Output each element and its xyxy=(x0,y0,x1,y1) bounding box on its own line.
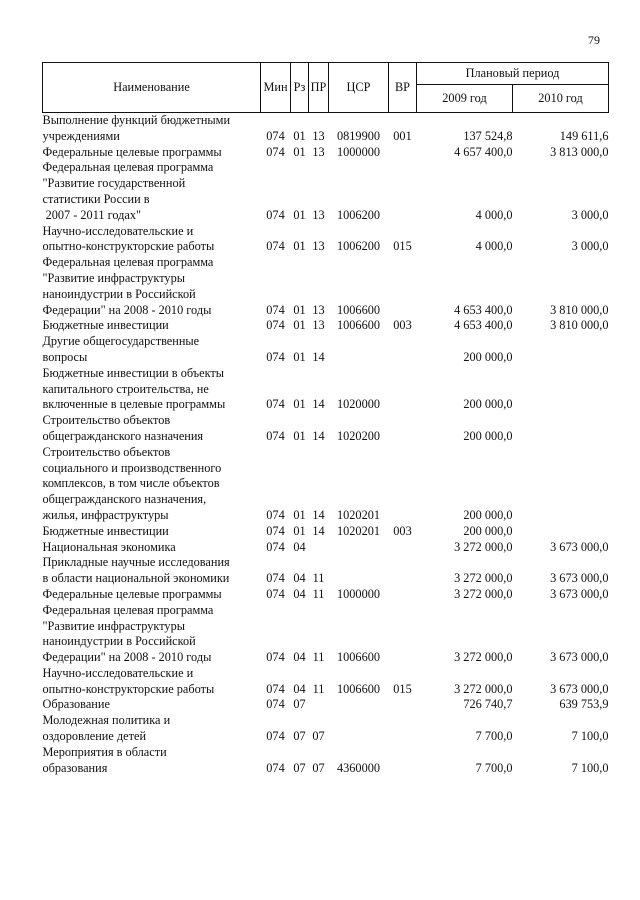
row-pr: 14 xyxy=(312,349,325,364)
row-min: 074 xyxy=(266,760,285,775)
row-vr xyxy=(389,366,417,413)
row-vr xyxy=(389,255,417,318)
table-row xyxy=(43,224,609,256)
row-name-line: Выполнение функций бюджетными xyxy=(42,113,231,127)
table-row xyxy=(43,666,609,698)
row-name-line: капитального строительства, не xyxy=(42,381,209,396)
budget-table xyxy=(42,62,609,776)
row-name xyxy=(43,445,261,524)
row-vr: 015 xyxy=(393,239,412,254)
row-value-2009: 7 700,0 xyxy=(475,729,513,744)
row-name-line: Федеральные целевые программы xyxy=(42,144,222,159)
row-value-2010 xyxy=(513,334,609,366)
row-value-2009: 3 272 000,0 xyxy=(454,681,513,696)
row-min: 074 xyxy=(266,239,285,254)
row-vr xyxy=(389,555,417,587)
row-name-line: Федеральные целевые программы xyxy=(42,586,222,601)
row-pr: 07 xyxy=(312,729,325,744)
row-pr: 11 xyxy=(312,681,325,696)
row-name-line: Бюджетные инвестиции в объекты xyxy=(42,365,225,380)
row-min: 074 xyxy=(266,507,285,522)
row-value-2010: 3 673 000,0 xyxy=(550,539,609,554)
row-csr: 1006600 xyxy=(336,681,381,696)
row-pr xyxy=(309,540,329,556)
row-value-2010 xyxy=(513,413,609,445)
table-row xyxy=(43,145,609,161)
header-pr: ПР xyxy=(309,63,329,113)
row-name xyxy=(43,366,261,413)
row-value-2009: 726 740,7 xyxy=(463,697,513,712)
row-name xyxy=(43,524,261,540)
row-name xyxy=(43,413,261,445)
row-name-line: Прикладные научные исследования xyxy=(42,555,230,570)
row-min: 074 xyxy=(266,650,285,665)
row-pr: 13 xyxy=(312,239,325,254)
row-csr: 1000000 xyxy=(336,144,381,159)
row-name-line: опытно-конструкторские работы xyxy=(42,239,215,254)
table-row xyxy=(43,697,609,713)
row-pr xyxy=(309,697,329,713)
table-body xyxy=(43,113,609,777)
row-rz: 01 xyxy=(293,523,306,538)
row-rz: 01 xyxy=(293,302,306,317)
row-rz: 01 xyxy=(293,239,306,254)
row-csr: 0819900 xyxy=(336,128,381,143)
row-value-2010: 3 810 000,0 xyxy=(550,318,609,333)
table-row xyxy=(43,160,609,223)
row-name-line: Бюджетные инвестиции xyxy=(42,523,169,538)
row-name-line: образования xyxy=(42,760,108,775)
row-min: 074 xyxy=(266,681,285,696)
row-csr: 4360000 xyxy=(336,760,381,775)
row-csr xyxy=(329,334,389,366)
row-pr: 13 xyxy=(312,302,325,317)
row-name xyxy=(43,666,261,698)
row-vr xyxy=(389,745,417,777)
row-value-2010: 3 810 000,0 xyxy=(550,302,609,317)
row-rz: 01 xyxy=(293,207,306,222)
row-name-line: оздоровление детей xyxy=(42,729,147,744)
row-csr xyxy=(329,540,389,556)
row-name xyxy=(43,255,261,318)
row-value-2009: 200 000,0 xyxy=(463,507,513,522)
row-name xyxy=(43,555,261,587)
row-value-2010 xyxy=(513,445,609,524)
row-csr: 1006600 xyxy=(336,302,381,317)
header-year-2010: 2010 год xyxy=(513,85,609,113)
row-value-2009: 4 657 400,0 xyxy=(454,144,513,159)
row-value-2009: 200 000,0 xyxy=(463,523,513,538)
row-name-line: Федеральная целевая программа xyxy=(42,602,214,617)
row-value-2009: 200 000,0 xyxy=(463,428,513,443)
table-row xyxy=(43,413,609,445)
row-vr xyxy=(389,697,417,713)
row-csr xyxy=(329,697,389,713)
row-min: 074 xyxy=(266,349,285,364)
row-rz: 04 xyxy=(293,571,306,586)
row-min: 074 xyxy=(266,318,285,333)
table-row xyxy=(43,255,609,318)
row-rz: 04 xyxy=(293,586,306,601)
row-name-line: 2007 - 2011 годах" xyxy=(42,207,142,222)
row-name-line: опытно-конструкторские работы xyxy=(42,681,215,696)
table-row xyxy=(43,713,609,745)
row-name-line: Строительство объектов xyxy=(42,444,171,459)
row-name-line: включенные в целевые программы xyxy=(42,397,226,412)
row-name xyxy=(43,160,261,223)
row-vr xyxy=(389,334,417,366)
row-csr: 1020000 xyxy=(336,397,381,412)
header-vr: ВР xyxy=(389,63,417,113)
row-name-line: "Развитие государственной xyxy=(42,176,186,191)
row-vr xyxy=(389,445,417,524)
row-rz: 01 xyxy=(293,128,306,143)
table-row xyxy=(43,745,609,777)
row-vr xyxy=(389,160,417,223)
row-name-line: Образование xyxy=(42,697,110,712)
row-csr xyxy=(329,713,389,745)
row-name-line: "Развитие инфраструктуры xyxy=(42,618,185,633)
row-vr: 003 xyxy=(393,523,412,538)
row-min: 074 xyxy=(266,697,285,712)
row-name xyxy=(43,145,261,161)
row-name-line: Федеральная целевая программа xyxy=(42,160,214,175)
row-rz: 01 xyxy=(293,349,306,364)
table-row xyxy=(43,445,609,524)
table-header xyxy=(43,63,609,113)
row-min: 074 xyxy=(266,128,285,143)
row-rz: 01 xyxy=(293,507,306,522)
row-name xyxy=(43,745,261,777)
row-name-line: Другие общегосударственные xyxy=(42,334,200,349)
row-vr xyxy=(389,587,417,603)
row-min: 074 xyxy=(266,523,285,538)
row-min: 074 xyxy=(266,207,285,222)
row-value-2009: 4 000,0 xyxy=(475,239,513,254)
row-name xyxy=(43,113,261,145)
row-name-line: комплексов, в том числе объектов xyxy=(42,476,220,491)
row-csr xyxy=(329,555,389,587)
row-csr: 1006600 xyxy=(336,318,381,333)
row-value-2009: 3 272 000,0 xyxy=(454,539,513,554)
row-rz: 04 xyxy=(293,681,306,696)
row-pr: 13 xyxy=(312,144,325,159)
row-vr: 015 xyxy=(393,681,412,696)
page-number: 79 xyxy=(588,33,600,47)
row-name-line: Молодежная политика и xyxy=(42,713,171,728)
row-rz: 07 xyxy=(293,697,306,712)
table-row xyxy=(43,603,609,666)
row-name-line: Научно-исследовательские и xyxy=(42,665,194,680)
table-row xyxy=(43,334,609,366)
row-vr xyxy=(389,713,417,745)
row-name-line: социального и производственного xyxy=(42,460,222,475)
row-name xyxy=(43,224,261,256)
row-pr: 14 xyxy=(312,523,325,538)
row-name-line: Федеральная целевая программа xyxy=(42,255,214,270)
table-row xyxy=(43,113,609,145)
row-name-line: общегражданского назначения, xyxy=(42,492,207,507)
row-vr: 001 xyxy=(393,128,412,143)
row-name-line: наноиндустрии в Российской xyxy=(42,286,196,301)
row-value-2010: 3 673 000,0 xyxy=(550,586,609,601)
row-name-line: Мероприятия в области xyxy=(42,744,167,759)
row-value-2010: 7 100,0 xyxy=(571,760,609,775)
row-name-line: Федерации" на 2008 - 2010 годы xyxy=(42,650,212,665)
row-name xyxy=(43,603,261,666)
row-value-2010: 3 673 000,0 xyxy=(550,571,609,586)
row-csr: 1006200 xyxy=(336,239,381,254)
row-name-line: Бюджетные инвестиции xyxy=(42,318,169,333)
row-name-line: жилья, инфраструктуры xyxy=(42,507,169,522)
row-pr: 07 xyxy=(312,760,325,775)
row-value-2010: 3 000,0 xyxy=(571,239,609,254)
row-value-2010: 3 000,0 xyxy=(571,207,609,222)
row-rz: 04 xyxy=(293,650,306,665)
row-name xyxy=(43,587,261,603)
row-value-2009: 200 000,0 xyxy=(463,349,513,364)
row-value-2010: 7 100,0 xyxy=(571,729,609,744)
row-csr: 1000000 xyxy=(336,586,381,601)
row-csr: 1020201 xyxy=(336,507,381,522)
row-rz: 07 xyxy=(293,760,306,775)
row-value-2010 xyxy=(513,366,609,413)
row-pr: 13 xyxy=(312,318,325,333)
row-pr: 11 xyxy=(312,571,325,586)
row-name-line: статистики России в xyxy=(42,191,150,206)
row-rz: 01 xyxy=(293,428,306,443)
row-vr xyxy=(389,603,417,666)
row-value-2010: 149 611,6 xyxy=(559,128,609,143)
row-value-2010 xyxy=(513,524,609,540)
row-value-2010: 3 673 000,0 xyxy=(550,650,609,665)
row-name-line: учреждениями xyxy=(42,128,120,143)
header-min: Мин xyxy=(261,63,291,113)
table-row xyxy=(43,524,609,540)
row-csr: 1006200 xyxy=(336,207,381,222)
row-vr xyxy=(389,145,417,161)
row-value-2009: 4 653 400,0 xyxy=(454,318,513,333)
table-row xyxy=(43,318,609,334)
row-rz: 07 xyxy=(293,729,306,744)
header-rz: Рз xyxy=(291,63,309,113)
row-value-2009: 4 653 400,0 xyxy=(454,302,513,317)
row-name-line: наноиндустрии в Российской xyxy=(42,634,196,649)
row-min: 074 xyxy=(266,586,285,601)
row-min: 074 xyxy=(266,397,285,412)
table-row xyxy=(43,366,609,413)
table-row xyxy=(43,555,609,587)
row-csr: 1020201 xyxy=(336,523,381,538)
row-vr xyxy=(389,540,417,556)
row-rz: 01 xyxy=(293,144,306,159)
row-rz: 01 xyxy=(293,397,306,412)
row-name-line: Национальная экономика xyxy=(42,539,176,554)
row-name-line: Федерации" на 2008 - 2010 годы xyxy=(42,302,212,317)
row-value-2009: 3 272 000,0 xyxy=(454,650,513,665)
row-value-2010: 3 673 000,0 xyxy=(550,681,609,696)
row-min: 074 xyxy=(266,539,285,554)
table-row xyxy=(43,587,609,603)
header-year-2009: 2009 год xyxy=(417,85,513,113)
row-name-line: общегражданского назначения xyxy=(42,428,204,443)
row-value-2010: 639 753,9 xyxy=(559,697,609,712)
row-min: 074 xyxy=(266,144,285,159)
row-vr: 003 xyxy=(393,318,412,333)
row-value-2009: 200 000,0 xyxy=(463,397,513,412)
row-name xyxy=(43,697,261,713)
row-value-2009: 4 000,0 xyxy=(475,207,513,222)
header-csr: ЦСР xyxy=(329,63,389,113)
row-min: 074 xyxy=(266,428,285,443)
row-min: 074 xyxy=(266,729,285,744)
row-csr: 1006600 xyxy=(336,650,381,665)
row-name xyxy=(43,318,261,334)
row-name xyxy=(43,334,261,366)
row-rz: 04 xyxy=(293,539,306,554)
row-name-line: Строительство объектов xyxy=(42,413,171,428)
header-planned-period: Плановый период xyxy=(417,63,609,85)
row-value-2009: 137 524,8 xyxy=(463,128,513,143)
row-name xyxy=(43,713,261,745)
row-csr: 1020200 xyxy=(336,428,381,443)
row-name-line: в области национальной экономики xyxy=(42,571,230,586)
row-vr xyxy=(389,413,417,445)
row-name-line: вопросы xyxy=(42,349,88,364)
row-pr: 13 xyxy=(312,128,325,143)
row-pr: 13 xyxy=(312,207,325,222)
row-pr: 11 xyxy=(312,586,325,601)
row-name-line: Научно-исследовательские и xyxy=(42,223,194,238)
row-value-2009: 3 272 000,0 xyxy=(454,571,513,586)
row-min: 074 xyxy=(266,571,285,586)
row-pr: 11 xyxy=(312,650,325,665)
row-rz: 01 xyxy=(293,318,306,333)
row-pr: 14 xyxy=(312,507,325,522)
row-value-2009: 7 700,0 xyxy=(475,760,513,775)
row-name-line: "Развитие инфраструктуры xyxy=(42,270,185,285)
row-value-2009: 3 272 000,0 xyxy=(454,586,513,601)
table-row xyxy=(43,540,609,556)
header-name: Наименование xyxy=(43,63,261,113)
row-min: 074 xyxy=(266,302,285,317)
row-pr: 14 xyxy=(312,397,325,412)
row-pr: 14 xyxy=(312,428,325,443)
row-value-2010: 3 813 000,0 xyxy=(550,144,609,159)
row-name xyxy=(43,540,261,556)
